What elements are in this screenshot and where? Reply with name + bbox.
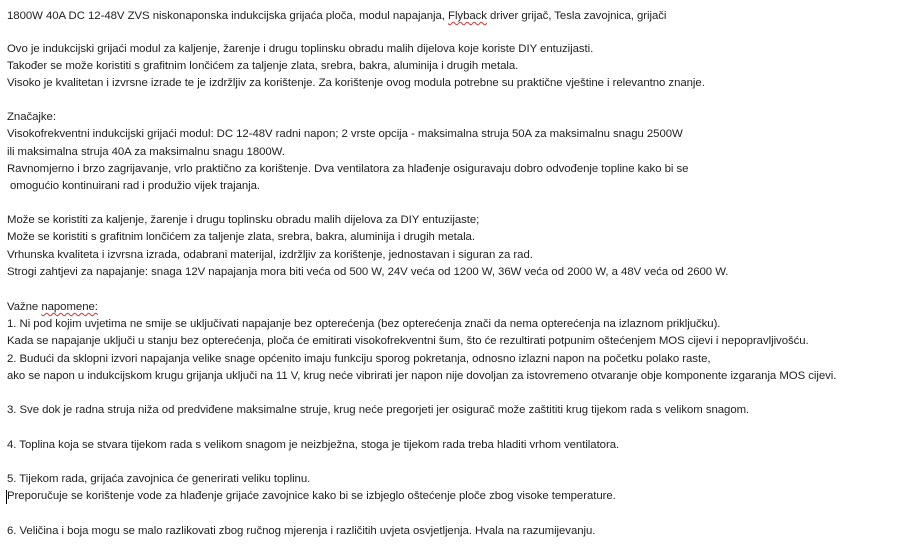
note-4: 4. Toplina koja se stvara tijekom rada s velikom snagom je neizbježna, stoga je tijekom rada treba hladiti vrhom ventilatora. (7, 439, 620, 451)
usage-line-1: Može se koristiti za kaljenje, žarenje i drugu toplinsku obradu malih dijelova za DIY entuzijaste; (7, 214, 480, 226)
title-text-end: driver grijač, Tesla zavojnica, grijači (486, 10, 667, 22)
notes-heading (7, 299, 98, 316)
document-title-line (7, 8, 666, 25)
intro-line-3: Visoko je kvalitetan i izvrsne izrade te je izdržljiv za korištenje. Za korištenje ovog modula potrebne su praktične vještine i relevantno znanje. (7, 77, 705, 89)
notes-heading-start: Važne (7, 301, 42, 313)
intro-line-2: Također se može koristiti s grafitnim lončićem za taljenje zlata, srebra, bakra, aluminija i drugih metala. (7, 60, 519, 72)
misspelled-word-flyback[interactable]: Flyback (448, 10, 487, 22)
features-line-3: Ravnomjerno i brzo zagrijavanje, vrlo praktično za korištenje. Dva ventilatora za hlađenje osiguravaju dobro odvođenje topline kako bi se (7, 163, 689, 175)
features-line-1: Visokofrekventni indukcijski grijaći modul: DC 12-48V radni napon; 2 vrste opcija - maksimalna struja 50A za maksimalnu snagu 2500W (7, 128, 683, 140)
usage-line-2: Može se koristiti s grafitnim lončićem za taljenje zlata, srebra, bakra, aluminija i drugih metala. (7, 231, 475, 243)
features-line-2: ili maksimalna struja 40A za maksimalnu snagu 1800W. (7, 146, 285, 158)
note-1-line-2: Kada se napajanje uključi u stanju bez opterećenja, ploča će emitirati visokofrekventni šum, što će rezultirati potpunim oštećenjem MOS cijevi i nepopravljivošću. (7, 335, 809, 347)
note-6: 6. Veličina i boja mogu se malo razlikovati zbog ručnog mjerenja i različitih uvjeta osvjetljenja. Hvala na razumijevanju. (7, 525, 596, 537)
note-5-line-1: 5. Tijekom rada, grijaća zavojnica će generirati veliku toplinu. (7, 473, 311, 485)
features-line-4: omogućio kontinuirani rad i produžio vijek trajanja. (10, 180, 261, 192)
note-5-line-2 (7, 488, 616, 505)
usage-line-3: Vrhunska kvaliteta i izvrsna izrada, odabrani materijal, izdržljiv za korištenje, jednostavan i siguran za rad. (7, 249, 533, 261)
usage-line-4: Strogi zahtjevi za napajanje: snaga 12V napajanja mora biti veća od 500 W, 24V veća od 1200 W, 36W veća od 2000 W, a 48V veća od 2600 W. (7, 266, 729, 278)
text-cursor (6, 490, 7, 504)
note-5-line-2-text: Preporučuje se korištenje vode za hlađenje grijaće zavojnice kako bi se izbjeglo oštećenje ploče zbog visoke temperature. (7, 490, 616, 502)
intro-line-1: Ovo je indukcijski grijaći modul za kaljenje, žarenje i drugu toplinsku obradu malih dijelova koje koriste DIY entuzijasti. (7, 43, 594, 55)
misspelled-word-napomene[interactable]: napomene: (41, 301, 98, 313)
note-2-line-2: ako se napon u indukcijskom krugu grijanja uključi na 11 V, krug neće vibrirati jer napon nije dovoljan za istovremeno otvaranje obje komponente izgaranja MOS cijevi. (7, 370, 837, 382)
title-text-start: 1800W 40A DC 12-48V ZVS niskonaponska indukcijska grijaća ploča, modul napajanja, (7, 10, 449, 22)
note-2-line-1: 2. Budući da sklopni izvori napajanja velike snage općenito imaju funkciju sporog pokretanja, odnosno izlazni napon na početku polako raste, (7, 353, 711, 365)
note-3: 3. Sve dok je radna struja niža od predviđene maksimalne struje, krug neće pregorjeti jer osigurač može zaštititi krug tijekom rada s velikom snagom. (7, 404, 750, 416)
note-1-line-1: 1. Ni pod kojim uvjetima ne smije se uključivati napajanje bez opterećenja (bez opterećenja znači da nema opterećenja na izlaznom priključku). (7, 318, 721, 330)
features-heading: Značajke: (7, 111, 56, 123)
